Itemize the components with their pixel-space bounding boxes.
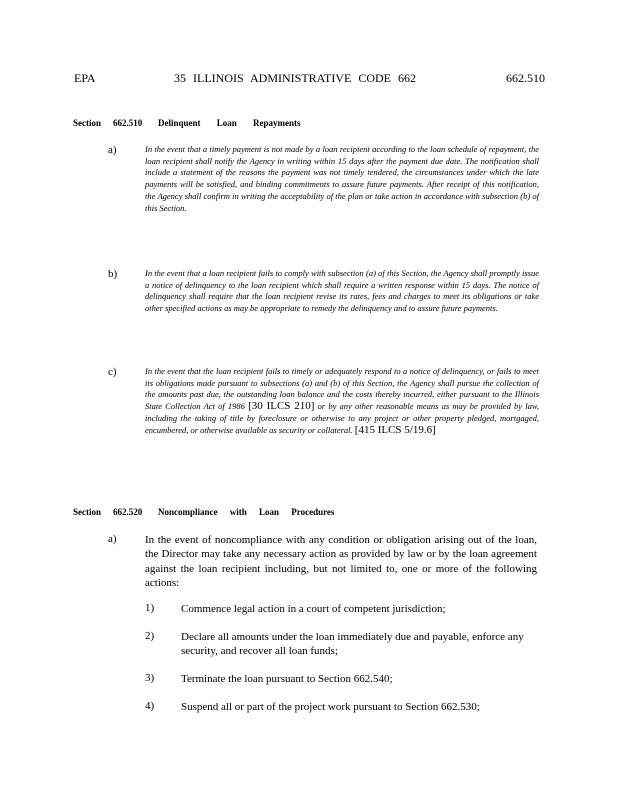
section-520-label: Section bbox=[73, 507, 101, 517]
para-510-b-letter: b) bbox=[108, 268, 118, 280]
item-1-text: Commence legal action in a court of competent jurisdiction; bbox=[181, 603, 446, 615]
para-510-b-text: In the event that a loan recipient fails to comply with subsection (a) of this Section, the Agency shall promptly issue a notice of delinquency to the loan recipient which shall require a written response within 15 days. The notice of delinquency shall require that the loan recipient revise its rates, fees and charges to meet its obligations or take other specified actions as may be appropriate to remedy the delinquency and to assure future payments. bbox=[145, 268, 539, 314]
para-510-c-ref-2: [415 ILCS 5/19.6] bbox=[354, 423, 436, 436]
item-4-text: Suspend all or part of the project work pursuant to Section 662.530; bbox=[181, 701, 480, 713]
para-510-a-text: In the event that a timely payment is not made by a loan recipient according to the loan schedule of repayment, the loan recipient shall notify the Agency in writing within 15 days after the payment due date. The notification shall include a statement of the reasons the payment was not timely tendered, the circumstances under which the late payments will be satisfied, and binding commitments to assure future payments. After receipt of this notification, the Agency shall confirm in writing the acceptability of the plan or take action in accordance with subsection (b) of this Section. bbox=[145, 144, 539, 213]
para-520-a-text: In the event of noncompliance with any condition or obligation arising out of the loan, the Director may take any necessary action as provided by law or by the loan agreement against the loan recipient including, but not limited to, one or more of the following actions: bbox=[145, 534, 537, 589]
section-510-label: Section bbox=[73, 118, 101, 128]
para-510-c-text-1: In the event that the loan recipient fails to timely or adequately respond to a notice of delinquency, or fails to meet its obligations made pursuant to subsections (a) and (b) of this Section, the Agency shall pursue the collection of the amounts past due, the outstanding loan balance and the costs thereby incurred, either pursuant to the Illinois State Collection Act of 1986 bbox=[145, 366, 539, 412]
item-1-num: 1) bbox=[145, 602, 155, 614]
para-510-c-text-2: or by any other reasonable means as may be provided by law, including the taking of title by foreclosure or otherwise to any project or other property pledged, mortgaged, encumbered, or otherwise available as security or collateral. bbox=[145, 401, 539, 435]
header-agency: EPA bbox=[74, 71, 96, 85]
item-2-text: Declare all amounts under the loan immediately due and payable, enforce any security, and recover all loan funds; bbox=[181, 631, 524, 657]
item-3-num: 3) bbox=[145, 672, 155, 684]
para-510-c-text bbox=[145, 366, 539, 436]
section-510-number: 662.510 bbox=[113, 118, 143, 128]
header-code-title: 35 ILLINOIS ADMINISTRATIVE CODE 662 bbox=[174, 71, 416, 85]
para-510-a-letter: a) bbox=[108, 144, 117, 156]
para-520-a-letter: a) bbox=[108, 533, 117, 545]
section-520-title: Noncompliance with Loan Procedures bbox=[158, 507, 335, 517]
para-510-c-ref-1: [30 ILCS 210] bbox=[248, 400, 315, 413]
section-510-title: Delinquent Loan Repayments bbox=[158, 118, 301, 128]
item-3-text: Terminate the loan pursuant to Section 662.540; bbox=[181, 673, 393, 685]
section-520-number: 662.520 bbox=[113, 507, 143, 517]
item-2-num: 2) bbox=[145, 630, 155, 642]
para-510-c-letter: c) bbox=[108, 366, 117, 378]
item-4-num: 4) bbox=[145, 700, 155, 712]
header-section-ref: 662.510 bbox=[506, 71, 545, 85]
